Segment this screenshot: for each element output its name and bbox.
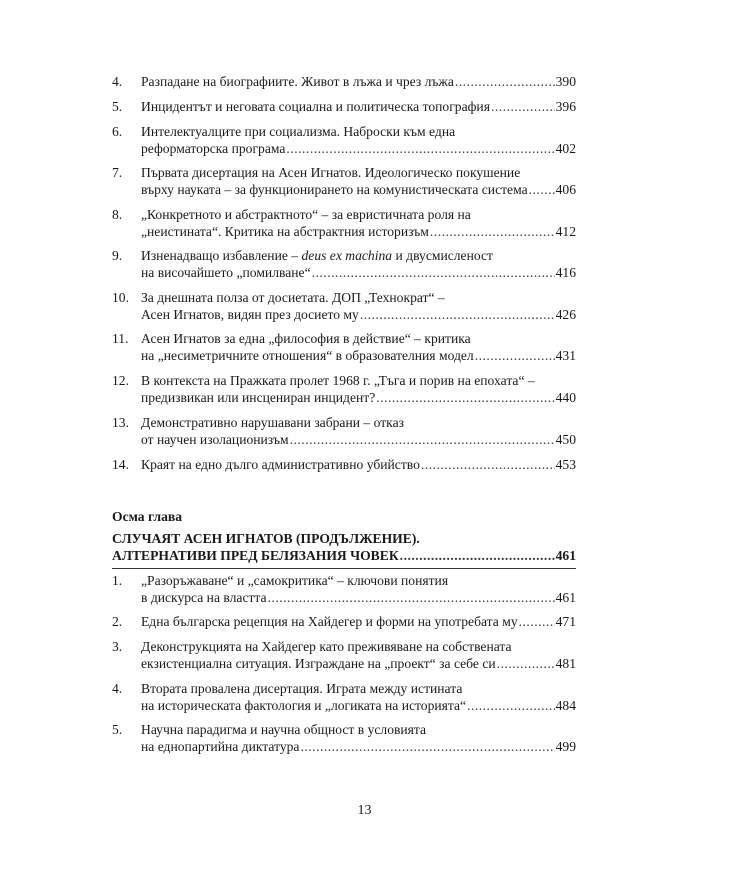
toc-entry: [112, 638, 576, 672]
entry-title: Асен Игнатов, видян през досието му: [141, 307, 359, 322]
dot-leader: [290, 431, 555, 448]
entry-title-line: За днешната полза от досиетата. ДОП „Технократ“ –: [141, 290, 445, 305]
entry-title-line: „Разоръжаване“ и „самокритика“ – ключови понятия: [141, 573, 449, 588]
entry-title: на еднопартийна диктатура: [141, 739, 300, 754]
entry-title: на „несиметричните отношения“ в образователния модел: [141, 348, 474, 363]
entry-page: 484: [555, 698, 576, 713]
dot-leader: [400, 547, 555, 564]
entry-page: 402: [555, 141, 576, 156]
entry-title-segment: и двусмисленост: [392, 248, 493, 263]
entry-title: от научен изолационизъм: [141, 432, 289, 447]
entry-title-line: Асен Игнатов за една „философия в действие“ – критика: [141, 331, 471, 346]
toc-entry: [112, 721, 576, 755]
entry-page: 499: [555, 739, 576, 754]
dot-leader: [491, 98, 555, 115]
entry-title-line: [141, 247, 576, 264]
entry-title: върху науката – за функционирането на комунистическата система: [141, 182, 528, 197]
entry-title: Една българска рецепция на Хайдегер и форми на употребата му: [141, 614, 518, 629]
entry-title: в дискурса на властта: [141, 590, 267, 605]
chapter-page: 461: [555, 548, 576, 563]
toc-entry: [112, 98, 576, 115]
dot-leader: [421, 456, 555, 473]
chapter-label: Осма глава: [112, 509, 183, 524]
entry-title-line: Интелектуалците при социализма. Наброски към една: [141, 124, 456, 139]
entry-number: 2.: [112, 614, 123, 629]
toc-entry: [112, 456, 576, 473]
entry-number: 1.: [112, 573, 123, 588]
dot-leader: [467, 697, 555, 714]
entry-page: 396: [555, 99, 576, 114]
entry-number: 6.: [112, 124, 123, 139]
dot-leader: [519, 613, 555, 630]
toc-entry: [112, 572, 576, 606]
entry-number: 3.: [112, 639, 123, 654]
page-number: 13: [357, 803, 372, 818]
entry-number: 10.: [112, 290, 129, 305]
entry-number: 13.: [112, 415, 129, 430]
entry-number: 4.: [112, 74, 123, 89]
entry-title: на височайшето „помилване“: [141, 265, 311, 280]
entry-page: 426: [555, 307, 576, 322]
entry-title: предизвикан или инсцениран инцидент?: [141, 390, 376, 405]
entry-number: 14.: [112, 457, 129, 472]
entry-title-line: Демонстративно нарушавани забрани – отказ: [141, 415, 404, 430]
entry-number: 4.: [112, 681, 123, 696]
dot-leader: [268, 589, 555, 606]
entry-title-line: „Конкретното и абстрактното“ – за евристичната роля на: [141, 207, 471, 222]
dot-leader: [312, 264, 555, 281]
entry-title-line: В контекста на Пражката пролет 1968 г. „Тъга и порив на епохата“ –: [141, 373, 535, 388]
entry-number: 5.: [112, 99, 123, 114]
entry-page: 406: [555, 182, 576, 197]
entry-title-line: Втората провалена дисертация. Играта между истината: [141, 681, 463, 696]
entry-page: 431: [555, 348, 576, 363]
dot-leader: [376, 389, 554, 406]
toc-entry: [112, 164, 576, 198]
entry-page: 440: [555, 390, 576, 405]
entry-page: 412: [555, 224, 576, 239]
entry-page: 450: [555, 432, 576, 447]
toc-entry: [112, 680, 576, 714]
dot-leader: [455, 73, 555, 90]
entry-title: Инцидентът и неговата социална и политическа топография: [141, 99, 490, 114]
dot-leader: [286, 140, 554, 157]
toc-entry: [112, 372, 576, 406]
entry-page: 471: [555, 614, 576, 629]
toc-entry: [112, 414, 576, 448]
dot-leader: [475, 347, 555, 364]
entry-title: реформаторска програма: [141, 141, 286, 156]
dot-leader: [497, 655, 555, 672]
chapter-title-line: АЛТЕРНАТИВИ ПРЕД БЕЛЯЗАНИЯ ЧОВЕК: [112, 548, 399, 563]
entry-page: 461: [555, 590, 576, 605]
entry-title: екзистенциална ситуация. Изграждане на „проект“ за себе си: [141, 656, 496, 671]
toc-entry: [112, 613, 576, 630]
entry-number: 7.: [112, 165, 123, 180]
entry-title-line: Деконструкцията на Хайдегер като преживяване на собствената: [141, 639, 512, 654]
entry-number: 8.: [112, 207, 123, 222]
latin-phrase: deus ex machina: [301, 248, 393, 263]
dot-leader: [529, 181, 555, 198]
dot-leader: [430, 223, 555, 240]
entry-number: 9.: [112, 248, 123, 263]
entry-title: Краят на едно дълго административно убийство: [141, 457, 420, 472]
entry-page: 453: [555, 457, 576, 472]
entry-page: 416: [555, 265, 576, 280]
chapter-title-line: СЛУЧАЯТ АСЕН ИГНАТОВ (ПРОДЪЛЖЕНИЕ).: [112, 531, 420, 546]
entry-title-segment: Изненадващо избавление –: [141, 248, 302, 263]
chapter-divider: [112, 568, 576, 569]
toc-entry: [112, 123, 576, 157]
entry-number: 12.: [112, 373, 129, 388]
toc-entry: [112, 206, 576, 240]
entry-title: Разпадане на биографиите. Живот в лъжа и чрез лъжа: [141, 74, 454, 89]
toc-entry: [112, 330, 576, 364]
entry-title-line: Научна парадигма и научна общност в условията: [141, 722, 427, 737]
entry-title: на историческата фактология и „логиката на историята“: [141, 698, 467, 713]
toc-entry: [112, 73, 576, 90]
dot-leader: [360, 306, 555, 323]
entry-page: 390: [555, 74, 576, 89]
chapter-title: [112, 530, 576, 564]
dot-leader: [300, 738, 554, 755]
toc-entry: [112, 247, 576, 281]
entry-number: 11.: [112, 331, 129, 346]
toc-entry: [112, 289, 576, 323]
entry-number: 5.: [112, 722, 123, 737]
entry-title: „неистината“. Критика на абстрактния историзъм: [141, 224, 429, 239]
entry-title-line: Първата дисертация на Асен Игнатов. Идеологическо покушение: [141, 165, 521, 180]
entry-page: 481: [555, 656, 576, 671]
